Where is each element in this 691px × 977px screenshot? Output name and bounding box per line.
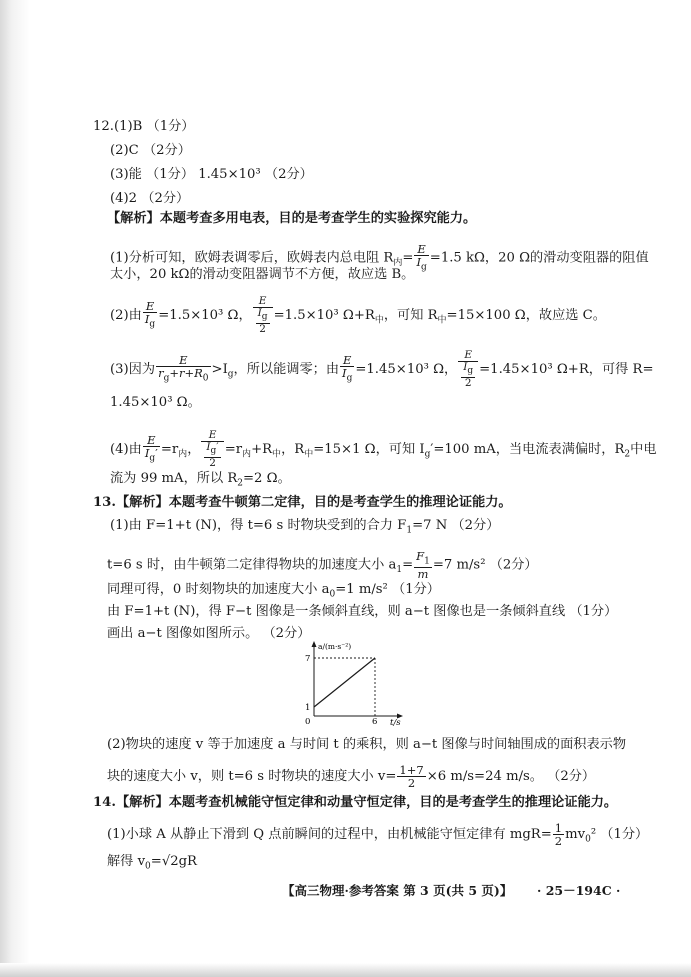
page-footer-code: · 25－194C · <box>537 883 621 898</box>
q14-analysis-heading: 14.【解析】本题考查机械能守恒定律和动量守恒定律，目的是考查学生的推理论证能力。 <box>93 795 618 810</box>
a-t-graph <box>296 638 406 726</box>
x-tick-6: 6 <box>372 717 378 726</box>
q12-part4-line2: 流为 99 mA，所以 $R_2=2$ Ω。 <box>110 471 291 489</box>
x-axis-label: t/s <box>390 718 401 726</box>
q13-analysis-heading: 13.【解析】本题考查牛顿第二定律，目的是考查学生的推理论证能力。 <box>93 495 512 510</box>
q12-answer-2: (2)C （2分） <box>110 143 191 158</box>
q12-part1-line2: 太小，20 kΩ的滑动变阻器调节不方便，故应选 B。 <box>110 267 415 282</box>
q12-part3-line2: 1.45×10³ Ω。 <box>110 395 201 410</box>
origin-label: 0 <box>305 717 311 726</box>
q14-line1: (1)小球 A 从静止下滑到 Q 点前瞬间的过程中，由机械能守恒定律有 mgR= $\frac{1}{2}$ $mv_0^2$ （1分） <box>107 821 649 849</box>
page-shadow-bottom <box>0 963 691 977</box>
page-shadow-left <box>0 0 30 977</box>
page-footer-title: 【高三物理·参考答案 第 3 页(共 5 页)】 <box>282 883 513 898</box>
q13-line5: 画出 a−t 图像如图所示。 （2分） <box>107 626 311 641</box>
y-tick-1: 1 <box>305 703 311 713</box>
q12-part1-line1: (1)分析可知，欧姆表调零后，欧姆表内总电阻 $R_内=$ $\frac{E}{I_g}$ =1.5 kΩ，20 Ω的滑动变阻器的阻值 <box>110 242 649 273</box>
q13-line3: 同理可得，0 时刻物块的加速度大小 $a_0=1$ m/s² （1分） <box>107 582 440 600</box>
q12-answer-4: (4)2 （2分） <box>110 191 190 206</box>
q12-part2-line: (2)由 $\frac{E}{I_g}$ =1.5×10³ Ω， $\frac{E}{\frac{I_g}{2}}$ =1.5×10³ $\Omega+R_中$，可知 $R_中=15\times 100$ Ω，故应选 C。 <box>110 295 606 335</box>
y-axis-arrow <box>312 641 317 647</box>
q12-analysis-heading: 【解析】本题考查多用电表，目的是考查学生的实验探究能力。 <box>107 211 477 226</box>
y-tick-7: 7 <box>305 654 311 664</box>
q12-answer-3: (3)能 （1分） 1.45×10³ （2分） <box>110 167 313 182</box>
q14-line2: 解得 $v_0=√2gR$ <box>107 854 197 872</box>
q13-line7: 块的速度大小 v，则 t=6 s 时物块的速度大小 v= $\frac{1+7}{2}$ ×6 m/s=24 m/s。 （2分） <box>107 763 596 791</box>
q13-line1: (1)由 F=1+t (N)，得 t=6 s 时物块受到的合力 $F_1=7$ N （2分） <box>110 518 500 536</box>
q12-answer-1: 12.(1)B （1分） <box>93 119 195 134</box>
q13-line6: (2)物块的速度 v 等于加速度 a 与时间 t 的乘积，则 a−t 图像与时间轴围成的面积表示物 <box>107 737 627 752</box>
q13-line4: 由 F=1+t (N)，得 F−t 图像是一条倾斜直线，则 a−t 图像也是一条倾斜直线 （1分） <box>107 604 618 619</box>
a-t-line <box>314 658 375 707</box>
q12-part4-line1: (4)由 $\frac{E}{I_g'}$ $=r_内$， $\frac{E}{\frac{I_g'}{2}}$ $=r_内+R_中$，$R_中=15\times 1$ Ω，可知 $I_g'=100$ mA，当电流表满偏时，$R_2$中电 <box>110 429 657 469</box>
y-axis-label: a/(m·s⁻²) <box>318 642 352 651</box>
q13-line2: t=6 s 时，由牛顿第二定律得物块的加速度大小 $a_1=$ $\frac{F_1}{m}$ =7 m/s² （2分） <box>107 549 538 581</box>
q12-part3-line1: (3)因为 $\frac{E}{r_g+r+R_0}$ $>I_g$，所以能调零；由 $\frac{E}{I_g}$ =1.45×10³ Ω， $\frac{E}{\frac{I_g}{2}}$ =1.45×10³ Ω+R，可得 R= <box>110 349 654 389</box>
